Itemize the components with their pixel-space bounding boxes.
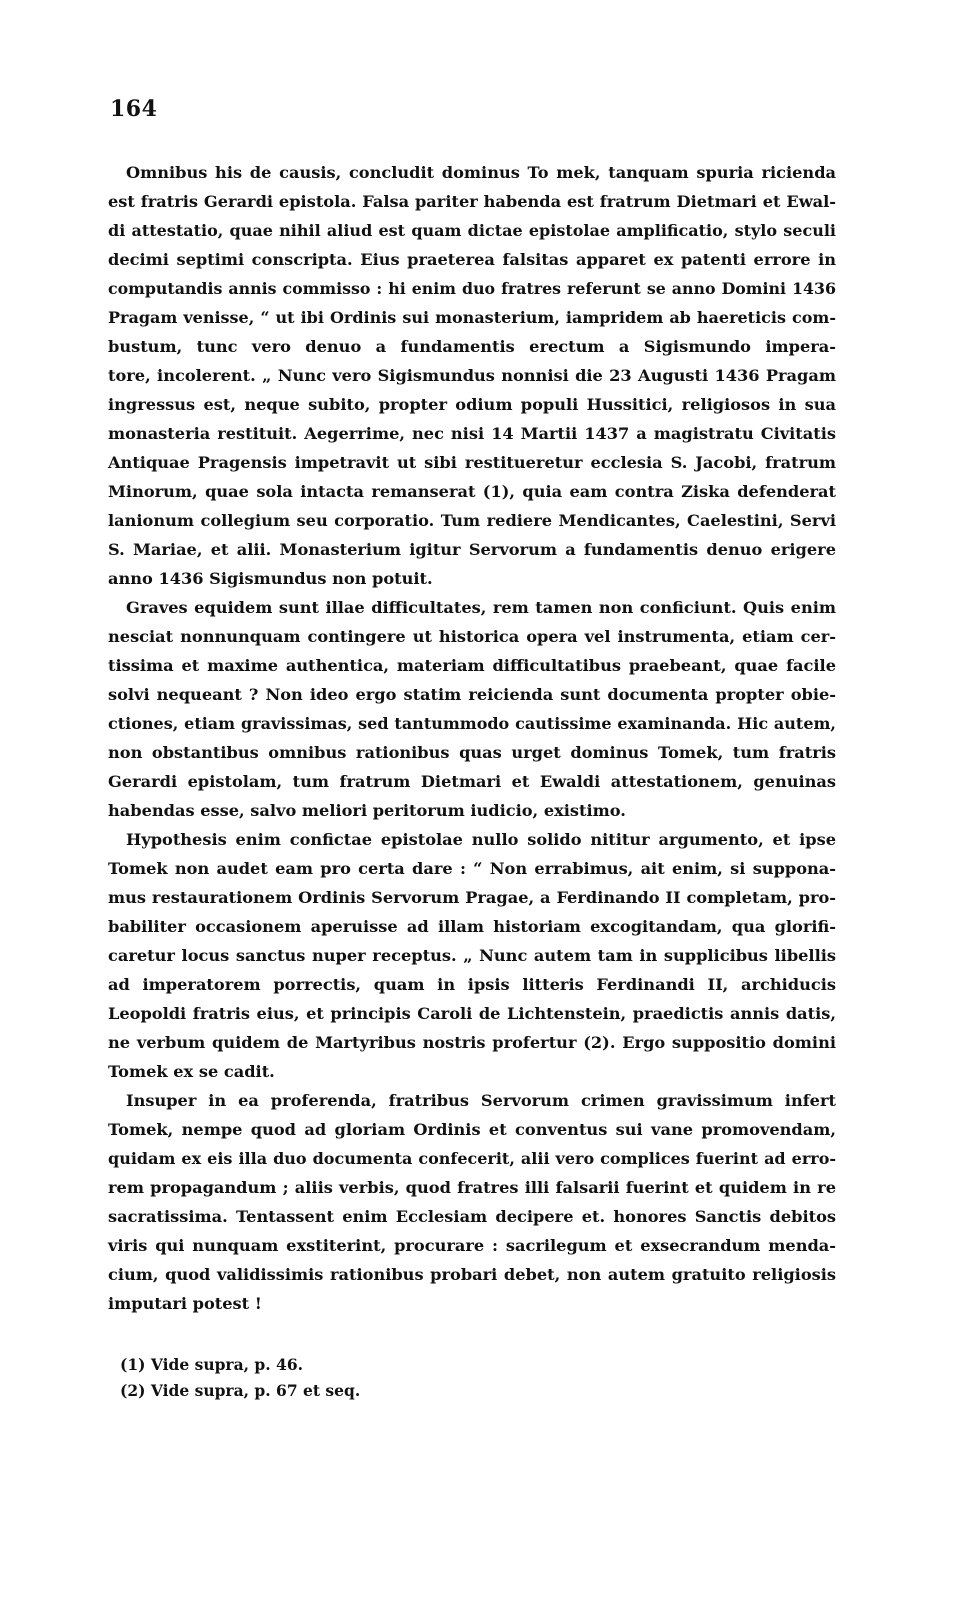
text-line: est fratris Gerardi epistola. Falsa pariter habenda est fratrum Dietmari et Ewal- [108, 192, 836, 211]
paragraph-4 [108, 1086, 836, 1318]
body-text [108, 158, 836, 1318]
text-line: quidam ex eis illa duo documenta confecerit, alii vero complices fuerint ad erro- [108, 1149, 836, 1168]
text-line: decimi septimi conscripta. Eius praeterea falsitas apparet ex patenti errore in [108, 250, 836, 269]
text-line: tissima et maxime authentica, materiam difficultatibus praebeant, quae facile [108, 656, 836, 675]
text-line: Omnibus his de causis, concludit dominus To mek, tanquam spuria ricienda [126, 163, 836, 182]
text-line: Leopoldi fratris eius, et principis Caroli de Lichtenstein, praedictis annis datis, [108, 1004, 836, 1023]
text-line: ne verbum quidem de Martyribus nostris profertur (2). Ergo suppositio domini [108, 1033, 836, 1052]
text-line: solvi nequeant ? Non ideo ergo statim reicienda sunt documenta propter obie- [108, 685, 836, 704]
paragraph-1 [108, 158, 836, 593]
paragraph-3 [108, 825, 836, 1086]
text-line: monasteria restituit. Aegerrime, nec nisi 14 Martii 1437 a magistratu Civitatis [108, 424, 836, 443]
footnote-2: (2) Vide supra, p. 67 et seq. [120, 1381, 361, 1400]
text-line: ingressus est, neque subito, propter odium populi Hussitici, religiosos in sua [108, 395, 836, 414]
text-line: mus restaurationem Ordinis Servorum Pragae, a Ferdinando II completam, pro- [108, 888, 836, 907]
text-line: sacratissima. Tentassent enim Ecclesiam decipere et. honores Sanctis debitos [108, 1207, 836, 1226]
text-line: Antiquae Pragensis impetravit ut sibi restitueretur ecclesia S. Jacobi, fratrum [108, 453, 836, 472]
text-line: di attestatio, quae nihil aliud est quam dictae epistolae amplificatio, stylo seculi [108, 221, 836, 240]
footnote-1: (1) Vide supra, p. 46. [120, 1355, 304, 1374]
text-line: Graves equidem sunt illae difficultates, rem tamen non conficiunt. Quis enim [126, 598, 836, 617]
text-line: S. Mariae, et alii. Monasterium igitur Servorum a fundamentis denuo erigere [108, 540, 836, 559]
text-line: Gerardi epistolam, tum fratrum Dietmari et Ewaldi attestationem, genuinas [108, 772, 836, 791]
page-number: 164 [110, 96, 158, 122]
text-line: ad imperatorem porrectis, quam in ipsis litteris Ferdinandi II, archiducis [108, 975, 836, 994]
text-line: viris qui nunquam exstiterint, procurare : sacrilegum et exsecrandum menda- [108, 1236, 836, 1255]
text-line: Tomek ex se cadit. [108, 1062, 275, 1081]
text-line: nesciat nonnunquam contingere ut historica opera vel instrumenta, etiam cer- [108, 627, 836, 646]
text-line: caretur locus sanctus nuper receptus. „ Nunc autem tam in supplicibus libellis [108, 946, 836, 965]
footnotes [120, 1352, 360, 1404]
text-line: Hypothesis enim confictae epistolae nullo solido nititur argumento, et ipse [126, 830, 836, 849]
text-line: ctiones, etiam gravissimas, sed tantummodo cautissime examinanda. Hic autem, [108, 714, 836, 733]
text-line: babiliter occasionem aperuisse ad illam historiam excogitandam, qua glorifi- [108, 917, 836, 936]
text-line: non obstantibus omnibus rationibus quas urget dominus Tomek, tum fratris [108, 743, 836, 762]
text-line: cium, quod validissimis rationibus probari debet, non autem gratuito religiosis [108, 1265, 836, 1284]
text-line: imputari potest ! [108, 1294, 262, 1313]
text-line: Tomek non audet eam pro certa dare : “ Non errabimus, ait enim, si suppona- [108, 859, 836, 878]
text-line: bustum, tunc vero denuo a fundamentis erectum a Sigismundo impera- [108, 337, 836, 356]
text-line: computandis annis commisso : hi enim duo fratres referunt se anno Domini 1436 [108, 279, 836, 298]
text-line: Pragam venisse, “ ut ibi Ordinis sui monasterium, iampridem ab haereticis com- [108, 308, 836, 327]
paragraph-2 [108, 593, 836, 825]
text-line: lanionum collegium seu corporatio. Tum rediere Mendicantes, Caelestini, Servi [108, 511, 836, 530]
text-line: Insuper in ea proferenda, fratribus Servorum crimen gravissimum infert [126, 1091, 836, 1110]
text-line: tore, incolerent. „ Nunc vero Sigismundus nonnisi die 23 Augusti 1436 Pragam [108, 366, 836, 385]
text-line: Tomek, nempe quod ad gloriam Ordinis et conventus sui vane promovendam, [108, 1120, 836, 1139]
text-line: rem propagandum ; aliis verbis, quod fratres illi falsarii fuerint et quidem in re [108, 1178, 836, 1197]
text-line: Minorum, quae sola intacta remanserat (1), quia eam contra Ziska defenderat [108, 482, 836, 501]
text-line: habendas esse, salvo meliori peritorum iudicio, existimo. [108, 801, 626, 820]
text-line: anno 1436 Sigismundus non potuit. [108, 569, 433, 588]
